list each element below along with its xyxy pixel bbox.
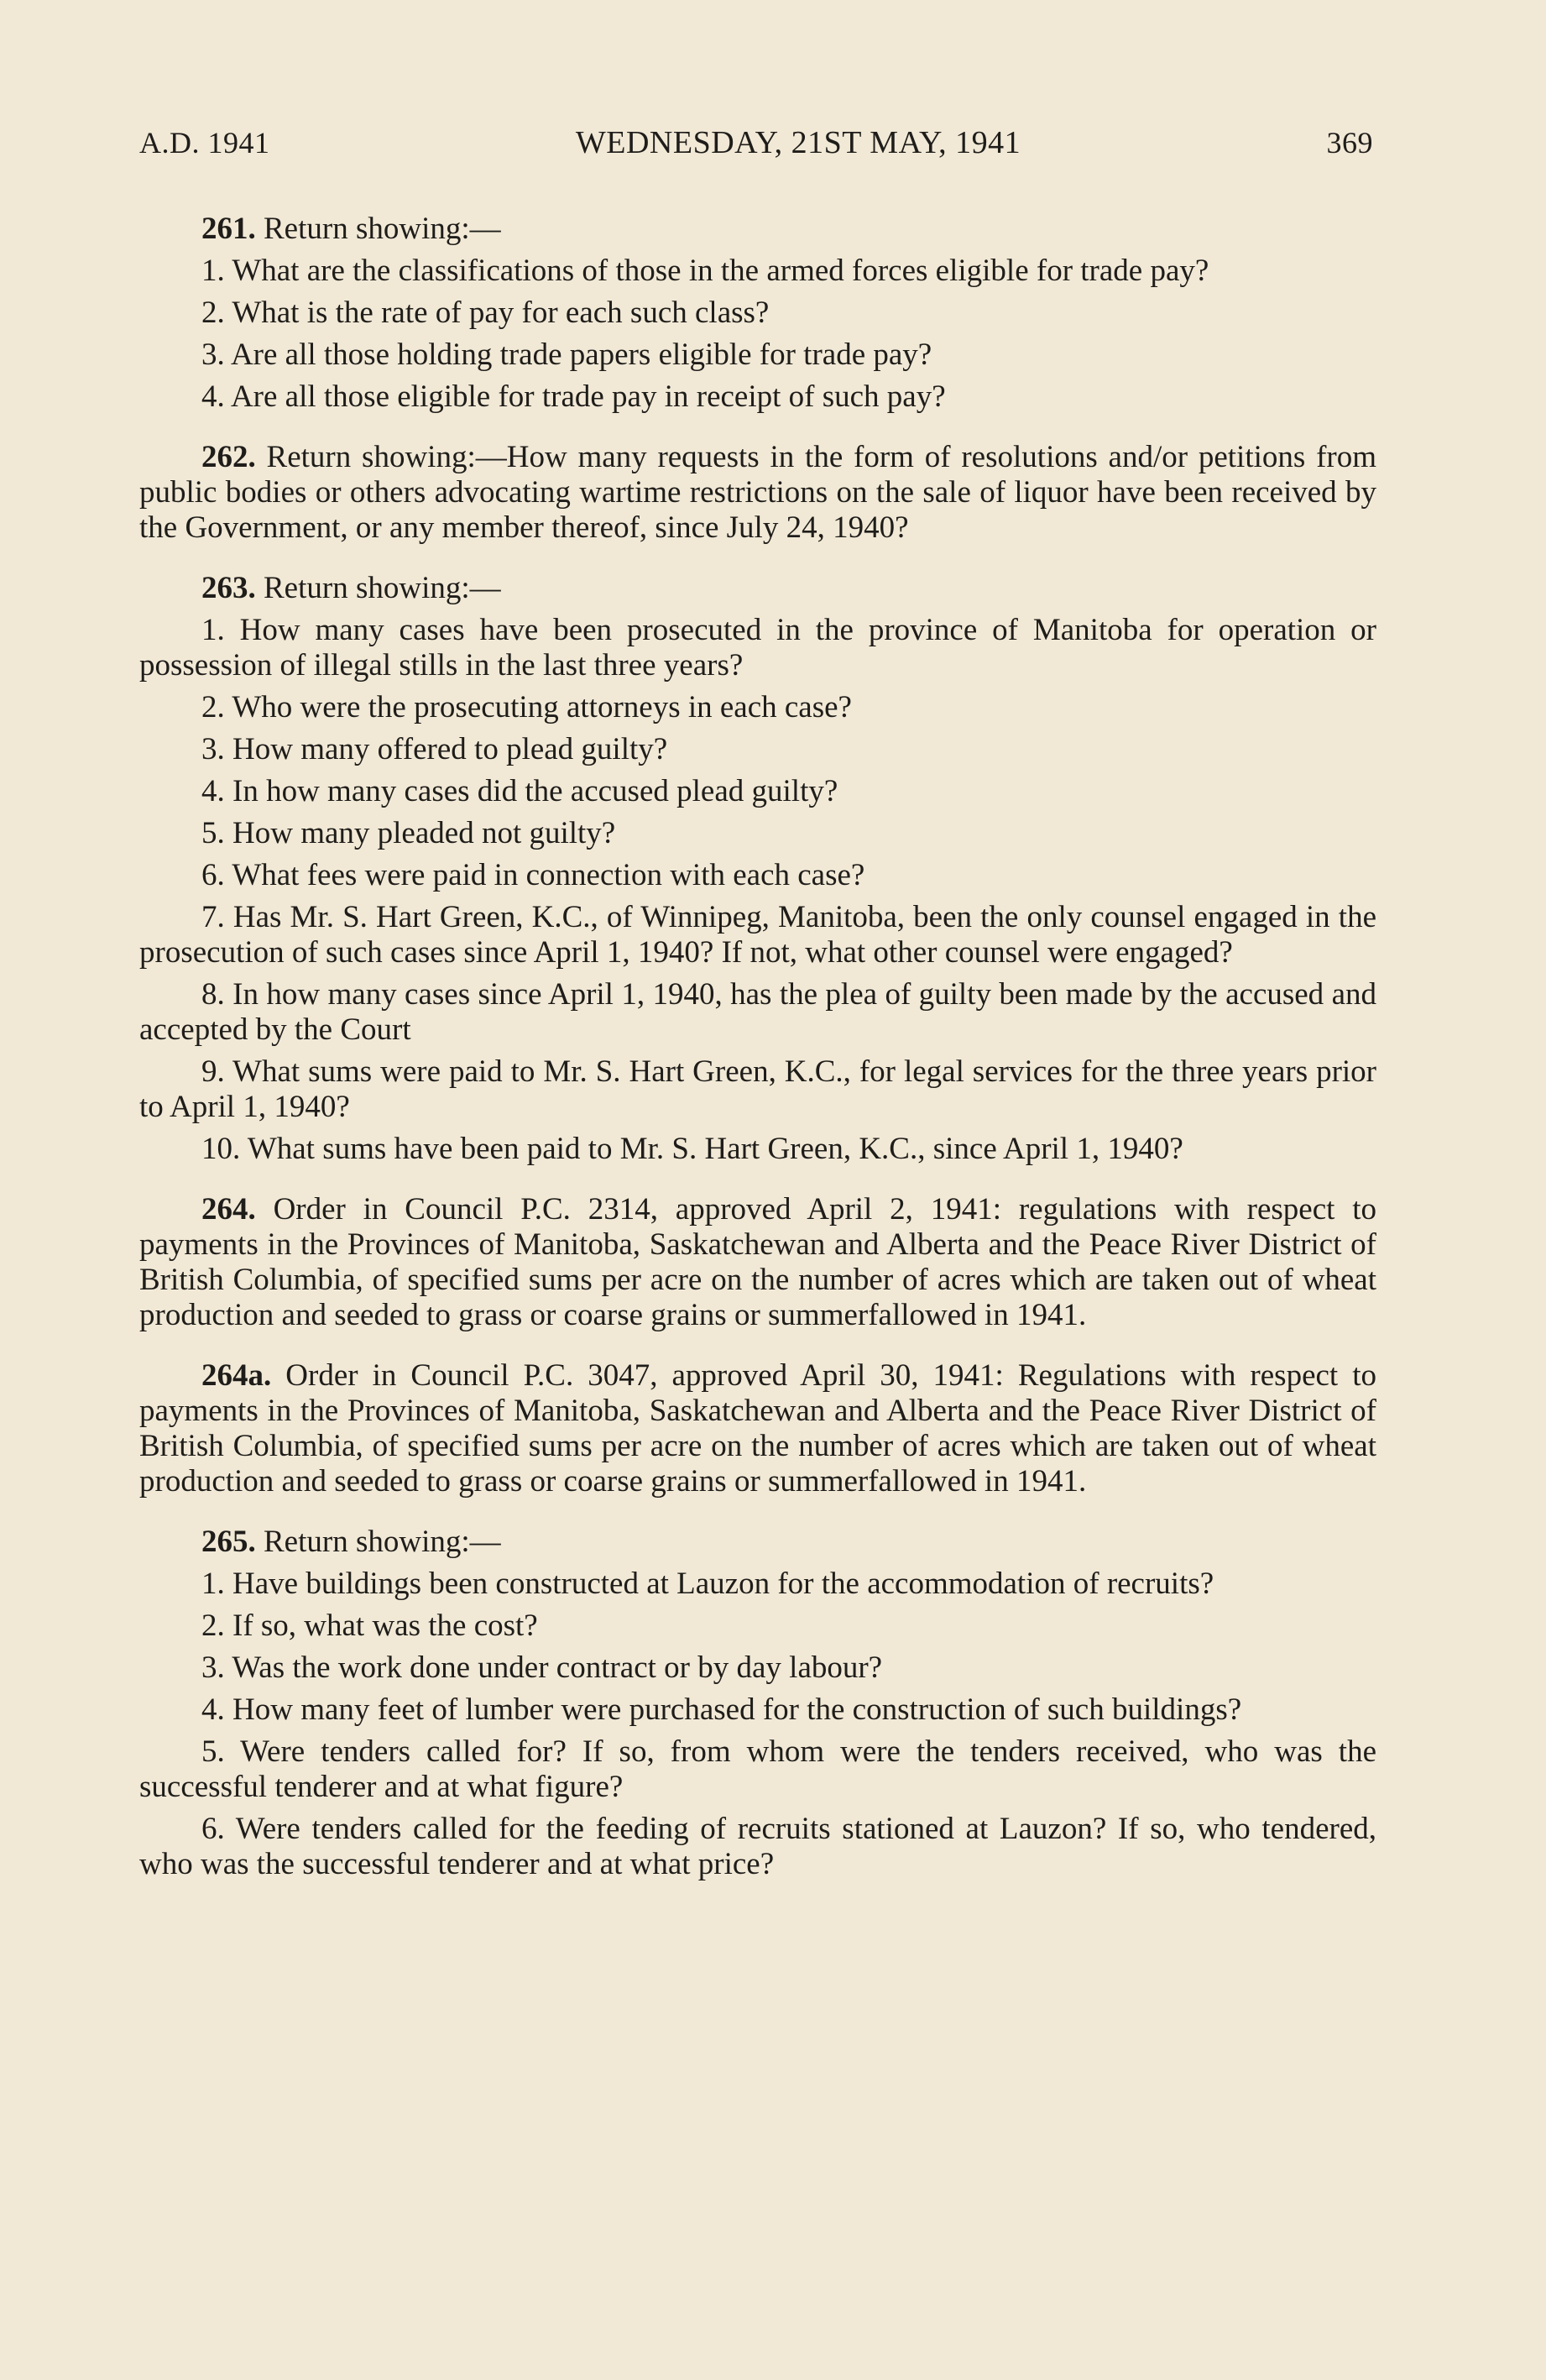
entry-text: Order in Council P.C. 3047, approved April 30, 1941: Regulations with respect to payments in the Provinces of Manitoba, Saskatchewan and Alberta and the Peace River District of British Columbia, of specified sums per acre on the number of acres which are taken out of wheat production and seeded to grass or coarse grains or summerfallowed in 1941.	[139, 1358, 1377, 1499]
list-item: 7. Has Mr. S. Hart Green, K.C., of Winnipeg, Manitoba, been the only counsel engaged in the prosecution of such cases since April 1, 1940? If not, what other counsel were engaged?	[139, 900, 1376, 970]
entry-264a	[139, 1358, 1376, 1499]
entry-number: 265.	[201, 1525, 256, 1559]
entry-265	[139, 1525, 1376, 1882]
list-item: 2. What is the rate of pay for each such class?	[201, 296, 770, 330]
list-item: 2. Who were the prosecuting attorneys in each case?	[201, 690, 852, 724]
entry-text: Return showing:—How many requests in the form of resolutions and/or petitions from public bodies or others advocating wartime restrictions on the sale of liquor have been received by the Government, or any member thereof, since July 24, 1940?	[139, 440, 1377, 545]
page-number: 369	[1326, 126, 1373, 160]
list-item: 2. If so, what was the cost?	[201, 1608, 538, 1643]
entry-261	[139, 212, 1376, 415]
entry-262	[139, 440, 1376, 546]
list-item: 4. How many feet of lumber were purchased for the construction of such buildings?	[201, 1692, 1242, 1727]
entry-263	[139, 571, 1376, 1167]
entry-264	[139, 1192, 1376, 1333]
header-date: WEDNESDAY, 21ST MAY, 1941	[575, 125, 1021, 160]
entry-number: 264.	[201, 1192, 256, 1227]
list-item: 5. Were tenders called for? If so, from whom were the tenders received, who was the successful tenderer and at what figure?	[139, 1734, 1376, 1804]
list-item: 10. What sums have been paid to Mr. S. Hart Green, K.C., since April 1, 1940?	[201, 1132, 1183, 1166]
list-item: 4. Are all those eligible for trade pay in receipt of such pay?	[201, 379, 946, 414]
list-item: 9. What sums were paid to Mr. S. Hart Green, K.C., for legal services for the three years prior to April 1, 1940?	[139, 1054, 1376, 1124]
list-item: 3. Are all those holding trade papers eligible for trade pay?	[201, 337, 932, 372]
list-item: 8. In how many cases since April 1, 1940, has the plea of guilty been made by the accused and accepted by the Court	[139, 977, 1376, 1047]
entry-intro: Return showing:—	[264, 212, 501, 246]
list-item: 6. What fees were paid in connection with each case?	[201, 858, 865, 892]
running-head	[139, 124, 1373, 161]
entry-number: 262.	[201, 440, 256, 474]
entry-intro: Return showing:—	[264, 1525, 501, 1559]
list-item: 5. How many pleaded not guilty?	[201, 816, 616, 850]
list-item: 1. Have buildings been constructed at Lauzon for the accommodation of recruits?	[201, 1567, 1214, 1601]
list-item: 3. How many offered to plead guilty?	[201, 732, 668, 766]
page-body	[139, 212, 1376, 1907]
entry-number: 264a.	[201, 1358, 272, 1393]
list-item: 1. How many cases have been prosecuted in the province of Manitoba for operation or possession of illegal stills in the last three years?	[139, 613, 1376, 683]
entry-intro: Return showing:—	[264, 571, 501, 605]
list-item: 3. Was the work done under contract or by day labour?	[201, 1650, 883, 1685]
entry-text: Order in Council P.C. 2314, approved April 2, 1941: regulations with respect to payments in the Provinces of Manitoba, Saskatchewan and Alberta and the Peace River District of British Columbia, of specified sums per acre on the number of acres which are taken out of wheat production and seeded to grass or coarse grains or summerfallowed in 1941.	[139, 1192, 1377, 1332]
list-item: 1. What are the classifications of those in the armed forces eligible for trade pay?	[201, 254, 1209, 288]
list-item: 4. In how many cases did the accused plead guilty?	[201, 774, 838, 808]
entry-number: 263.	[201, 571, 256, 605]
header-year: A.D. 1941	[139, 126, 270, 160]
entry-number: 261.	[201, 212, 256, 246]
list-item: 6. Were tenders called for the feeding of recruits stationed at Lauzon? If so, who tendered, who was the successful tenderer and at what price?	[139, 1812, 1376, 1881]
